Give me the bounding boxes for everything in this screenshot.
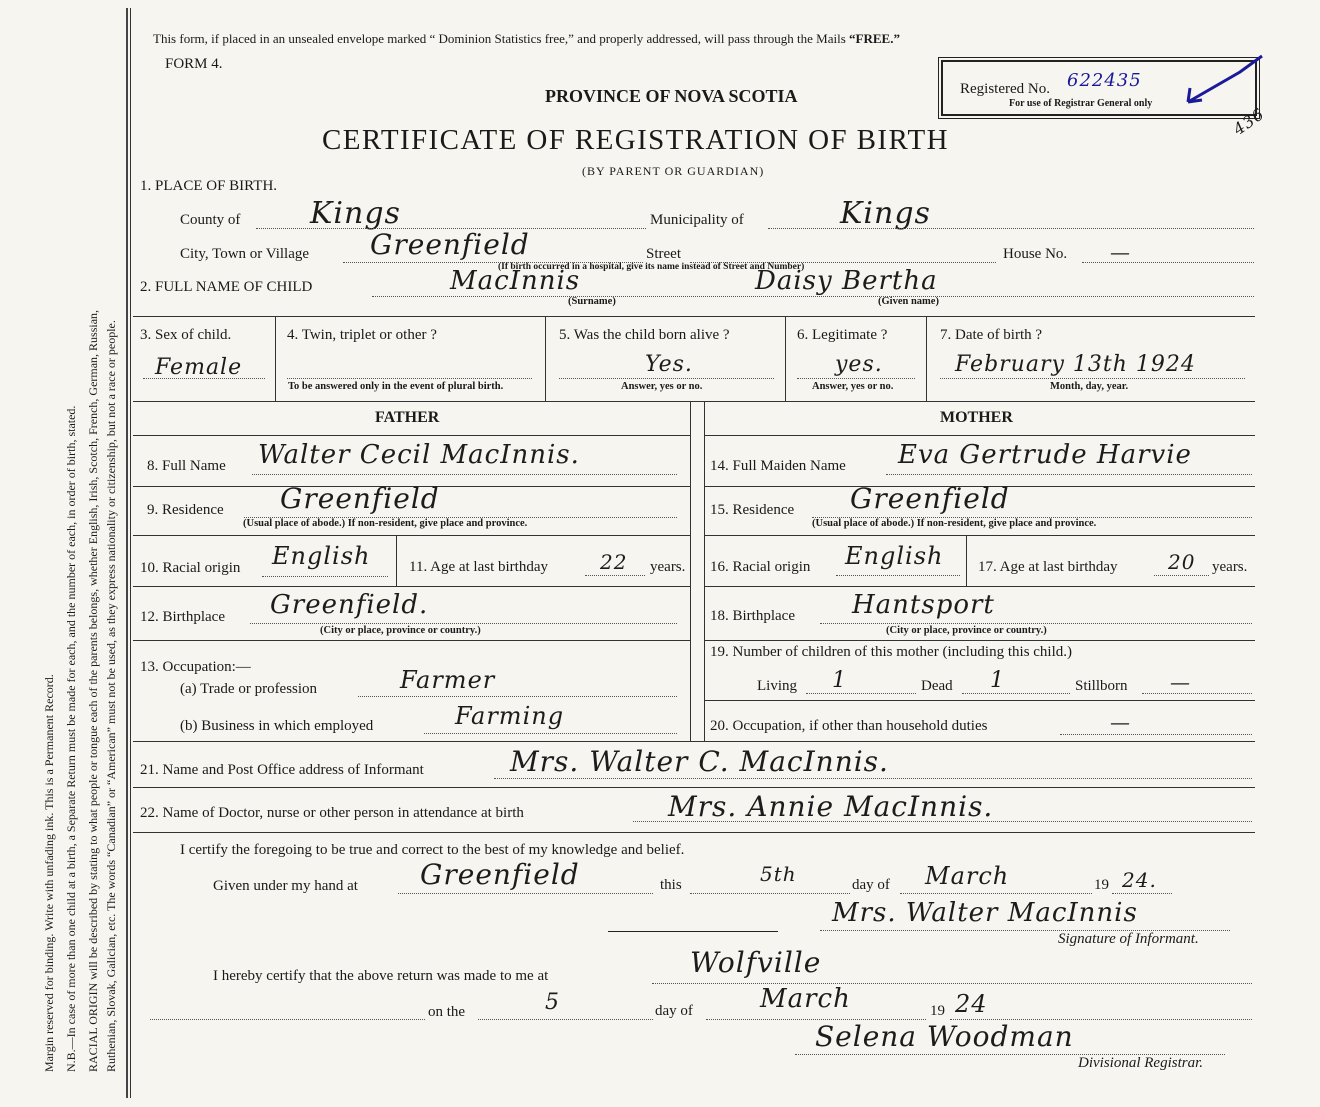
father-race-label: 10. Racial origin: [140, 560, 241, 576]
binding-line: [126, 8, 128, 1098]
father-race-line: [262, 576, 388, 577]
doctor-label: 22. Name of Doctor, nurse or other person in attendance at birth: [140, 805, 524, 821]
father-residence-note: (Usual place of abode.) If non-resident, give place and province.: [243, 518, 528, 529]
col-divider-3: [275, 316, 276, 402]
mother-race-label: 16. Racial origin: [710, 559, 811, 575]
alive-note: Answer, yes or no.: [621, 381, 703, 392]
certificate-title: CERTIFICATE OF REGISTRATION OF BIRTH: [322, 124, 949, 156]
house-value: —: [1110, 240, 1131, 264]
col-divider-4: [545, 316, 546, 402]
sex-line: [143, 378, 265, 379]
registered-note: For use of Registrar General only: [1009, 98, 1153, 109]
mother-age-value: 20: [1168, 550, 1196, 574]
father-row-5: [133, 640, 690, 641]
row-divider-1: [133, 316, 1255, 317]
legitimate-value: yes.: [835, 352, 883, 377]
mother-residence-note: (Usual place of abode.) If non-resident, give place and province.: [812, 518, 1097, 529]
registered-label: Registered No.: [960, 81, 1050, 97]
dead-value: 1: [990, 668, 1005, 693]
municipality-value: Kings: [840, 196, 931, 231]
cert-year-line: [1112, 893, 1172, 894]
doctor-line: [633, 821, 1252, 822]
father-business-line: [424, 733, 677, 734]
mother-row-6: [704, 700, 1255, 701]
given-place: Greenfield: [420, 858, 580, 891]
mail-note: This form, if placed in an unsealed envelope marked “ Dominion Statistics free,” and properly addressed, will pass through the Mails “FREE.”: [153, 31, 900, 46]
hospital-note: (If birth occurred in a hospital, give its name instead of Street and Number): [498, 262, 805, 272]
father-age-label: 11. Age at last birthday: [409, 559, 548, 575]
return-place-line: [652, 983, 1252, 984]
legitimate-line: [797, 378, 915, 379]
stillborn-line: [1142, 693, 1252, 694]
margin-note-3: RACIAL ORIGIN will be described by stating to what people or tongue each of the parents belongs, whether English, Irish, Scotch, French, German, Russian,: [86, 309, 100, 1072]
cert-month: March: [925, 862, 1010, 890]
cert-month-line: [900, 893, 1092, 894]
father-age-value: 22: [600, 550, 628, 574]
municipality-label: Municipality of: [650, 212, 744, 228]
child-given-name: Daisy Bertha: [755, 266, 938, 296]
on-year-prefix: 19: [930, 1003, 945, 1019]
father-name-line: [252, 474, 677, 475]
parents-center-right: [704, 401, 705, 741]
mother-birthplace-line: [820, 623, 1252, 624]
mother-race-divider: [966, 535, 967, 586]
father-business-value: Farming: [455, 702, 565, 730]
father-years: years.: [650, 559, 686, 575]
dob-label: 7. Date of birth ?: [940, 327, 1043, 343]
mother-row-4: [704, 586, 1255, 587]
informant-line: [494, 778, 1252, 779]
province-heading: PROVINCE OF NOVA SCOTIA: [545, 86, 798, 106]
given-label: Given under my hand at: [213, 878, 358, 894]
mother-name-value: Eva Gertrude Harvie: [898, 440, 1192, 470]
street-label: Street: [646, 246, 681, 262]
father-row-4: [133, 586, 690, 587]
mother-row-1: [704, 435, 1255, 436]
father-business-label: (b) Business in which employed: [180, 718, 374, 734]
house-line: [1082, 262, 1254, 263]
surname-note: (Surname): [568, 296, 616, 307]
certificate-subtitle: (BY PARENT OR GUARDIAN): [582, 164, 765, 178]
return-label: I hereby certify that the above return was made to me at: [213, 968, 549, 984]
father-occupation-label: 13. Occupation:—: [140, 659, 251, 675]
dead-line: [962, 693, 1070, 694]
twin-line: [287, 378, 532, 379]
dob-note: Month, day, year.: [1050, 381, 1129, 392]
father-residence-value: Greenfield: [280, 482, 440, 515]
on-day-line: [478, 1019, 653, 1020]
dead-label: Dead: [921, 678, 953, 694]
city-label: City, Town or Village: [180, 246, 310, 262]
return-place: Wolfville: [690, 946, 822, 979]
row-divider-2: [133, 401, 1255, 402]
doctor-value: Mrs. Annie MacInnis.: [668, 790, 994, 823]
informant-label: 21. Name and Post Office address of Informant: [140, 762, 424, 778]
on-lead-line: [150, 1019, 425, 1020]
mother-birthplace-note: (City or place, province or country.): [886, 625, 1047, 636]
col-divider-5: [785, 316, 786, 402]
mother-name-label: 14. Full Maiden Name: [710, 458, 846, 474]
on-label: on the: [428, 1004, 466, 1020]
alive-value: Yes.: [645, 352, 693, 377]
binding-line-2: [130, 8, 131, 1098]
mother-occupation-label: 20. Occupation, if other than household duties: [710, 718, 988, 734]
mother-occupation-line: [1060, 734, 1252, 735]
on-month: March: [760, 984, 851, 1014]
mother-row-3: [704, 535, 1255, 536]
father-birthplace-note: (City or place, province or country.): [320, 625, 481, 636]
registered-number: 622435: [1067, 70, 1142, 91]
father-age-line: [585, 575, 645, 576]
on-day: 5: [545, 990, 560, 1015]
sex-value: Female: [155, 355, 243, 380]
mother-heading: MOTHER: [940, 409, 1013, 426]
legitimate-label: 6. Legitimate ?: [797, 327, 888, 343]
house-label: House No.: [1003, 246, 1068, 262]
father-name-label: 8. Full Name: [147, 458, 226, 474]
mother-residence-value: Greenfield: [850, 482, 1010, 515]
informant-signature: Mrs. Walter MacInnis: [832, 898, 1138, 928]
place-label: 1. PLACE OF BIRTH.: [140, 178, 278, 194]
row-divider-informant: [133, 741, 1255, 742]
twin-label: 4. Twin, triplet or other ?: [287, 327, 437, 343]
father-birthplace-line: [250, 623, 677, 624]
on-dayof-label: day of: [655, 1003, 693, 1019]
cert-year-prefix: 19: [1094, 877, 1109, 893]
mother-race-line: [836, 575, 960, 576]
living-label: Living: [757, 678, 797, 694]
stillborn-label: Stillborn: [1075, 678, 1128, 694]
registrar-label: Divisional Registrar.: [1078, 1055, 1204, 1071]
margin-note-2: N.B.—In case of more than one child at a birth, a Separate Return must be made for each, and the number of each, in order of birth, stated.: [64, 405, 78, 1072]
margin-note-1: Margin reserved for binding. Write with unfading ink. This is a Permanent Record.: [42, 674, 56, 1072]
father-residence-label: 9. Residence: [147, 502, 224, 518]
father-trade-label: (a) Trade or profession: [180, 681, 318, 697]
mother-years: years.: [1212, 559, 1248, 575]
parents-center-left: [690, 401, 691, 741]
mother-age-label: 17. Age at last birthday: [978, 559, 1118, 575]
margin-note-4: Ruthenian, Slovak, Galician, etc. The words “Canadian” or “American” must not be used, as they express nationality or citizenship, but not a race or people.: [104, 320, 118, 1072]
sex-label: 3. Sex of child.: [140, 327, 232, 343]
father-race-divider: [396, 535, 397, 586]
father-row-3: [133, 535, 690, 536]
mother-occupation-value: —: [1110, 710, 1131, 734]
dob-value: February 13th 1924: [955, 352, 1196, 377]
father-trade-line: [358, 696, 677, 697]
child-name-line: [372, 296, 1254, 297]
father-name-value: Walter Cecil MacInnis.: [258, 440, 580, 470]
alive-label: 5. Was the child born alive ?: [559, 327, 730, 343]
form-number: FORM 4.: [165, 56, 223, 72]
cert-day: 5th: [760, 862, 797, 886]
this-label: this: [660, 877, 682, 893]
living-line: [806, 693, 916, 694]
child-name-label: 2. FULL NAME OF CHILD: [140, 279, 313, 295]
cert-day-line: [690, 893, 850, 894]
father-race-value: English: [272, 542, 371, 570]
city-value: Greenfield: [370, 228, 530, 261]
father-heading: FATHER: [375, 409, 440, 426]
signature-label: Signature of Informant.: [1058, 931, 1199, 947]
informant-value: Mrs. Walter C. MacInnis.: [510, 745, 889, 778]
living-value: 1: [832, 668, 847, 693]
mother-children-label: 19. Number of children of this mother (including this child.): [710, 644, 1073, 660]
father-birthplace-value: Greenfield.: [270, 590, 429, 620]
dayof-label: day of: [852, 877, 890, 893]
mother-race-value: English: [845, 542, 944, 570]
alive-line: [559, 378, 774, 379]
mother-age-line: [1154, 575, 1209, 576]
stillborn-value: —: [1170, 670, 1191, 694]
registrar-signature: Selena Woodman: [815, 1020, 1074, 1053]
dob-line: [940, 378, 1245, 379]
mother-birthplace-label: 18. Birthplace: [710, 608, 795, 624]
row-divider-cert: [133, 832, 1255, 833]
mother-row-5: [704, 640, 1255, 641]
twin-note: To be answered only in the event of plural birth.: [288, 381, 504, 392]
father-birthplace-label: 12. Birthplace: [140, 609, 225, 625]
municipality-line: [768, 228, 1254, 229]
legitimate-note: Answer, yes or no.: [812, 381, 894, 392]
given-place-line: [398, 893, 653, 894]
mother-residence-label: 15. Residence: [710, 502, 795, 518]
mail-free: “FREE.”: [849, 31, 900, 46]
father-trade-value: Farmer: [400, 666, 496, 694]
given-note: (Given name): [878, 296, 939, 307]
child-surname: MacInnis: [450, 266, 581, 296]
father-row-1: [133, 435, 690, 436]
mother-name-line: [886, 474, 1252, 475]
cert-statement: I certify the foregoing to be true and correct to the best of my knowledge and belief.: [180, 842, 685, 858]
county-value: Kings: [310, 196, 401, 231]
cert-year-suffix: 24.: [1122, 868, 1157, 892]
mother-birthplace-value: Hantsport: [852, 590, 995, 620]
corner-mark: 436: [1229, 104, 1268, 139]
on-year-suffix: 24: [955, 990, 988, 1018]
col-divider-6: [926, 316, 927, 402]
county-label: County of: [180, 212, 241, 228]
row-divider-doctor: [133, 787, 1255, 788]
signature-blank-line: [608, 931, 778, 932]
